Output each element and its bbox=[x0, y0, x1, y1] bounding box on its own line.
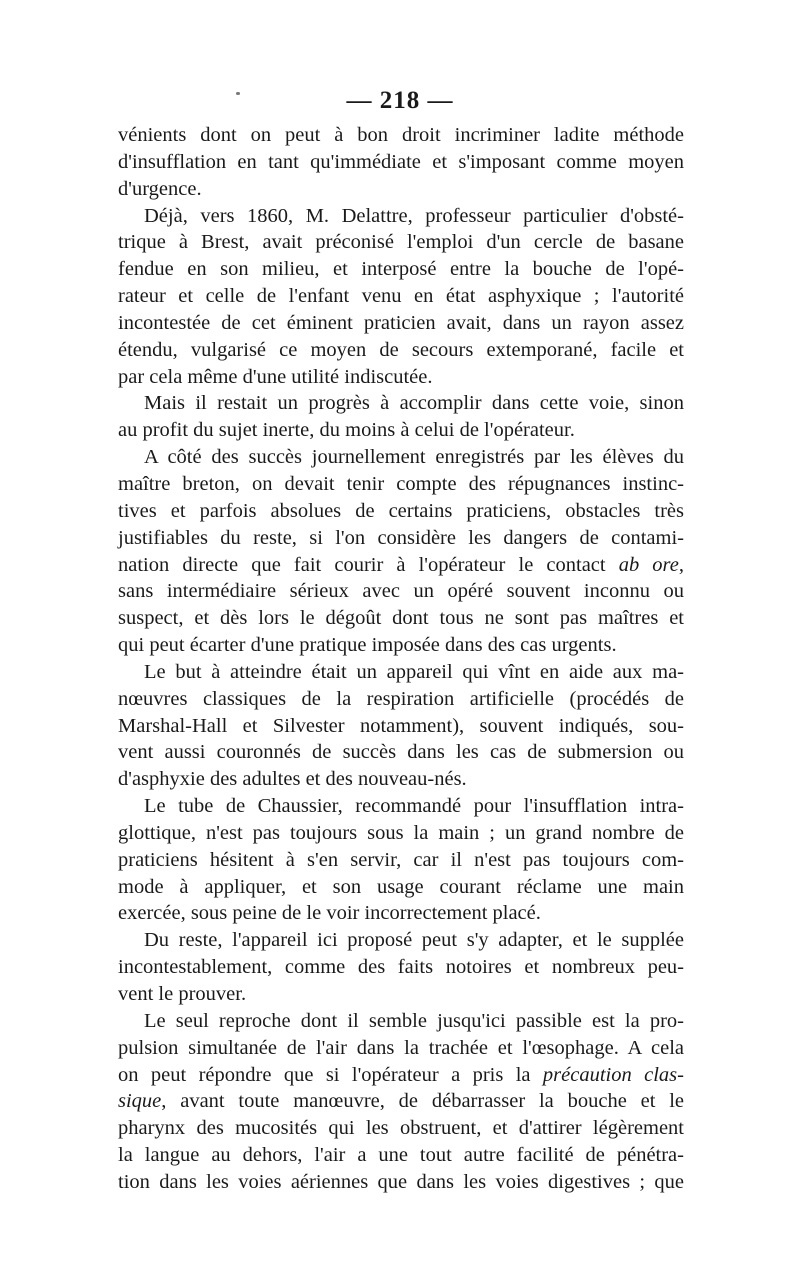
text-line: incontestée de cet éminent praticien avait, dans un rayon assez bbox=[118, 311, 684, 334]
text-line: praticiens hésitent à s'en servir, car il n'est pas toujours com- bbox=[118, 848, 684, 871]
text-line: tion dans les voies aériennes que dans les voies digestives ; que bbox=[118, 1170, 684, 1193]
text-line: fendue en son milieu, et interposé entre la bouche de l'opé- bbox=[118, 258, 684, 281]
text-line: pharynx des mucosités qui les obstruent, et d'attirer légèrement bbox=[118, 1117, 684, 1140]
text-line bbox=[118, 1062, 684, 1089]
text-line: vent aussi couronnés de succès dans les cas de submersion ou bbox=[118, 741, 684, 764]
text-line: Marshal-Hall et Silvester notamment), souvent indiqués, sou- bbox=[118, 714, 684, 737]
text-line: pulsion simultanée de l'air dans la trachée et l'œsophage. A cela bbox=[118, 1036, 684, 1059]
text-line: étendu, vulgarisé ce moyen de secours extemporané, facile et bbox=[118, 338, 684, 361]
text-line: au profit du sujet inerte, du moins à celui de l'opérateur. bbox=[118, 419, 575, 442]
text-line: Du reste, l'appareil ici proposé peut s'y adapter, et le supplée bbox=[144, 929, 684, 952]
body-text bbox=[118, 122, 684, 1196]
text-line: vénients dont on peut à bon droit incriminer ladite méthode bbox=[118, 124, 684, 146]
italic-phrase: ab ore bbox=[618, 553, 679, 576]
text-line: suspect, et dès lors le dégoût dont tous ne sont pas maîtres et bbox=[118, 607, 684, 630]
text-line: la langue au dehors, l'air a une tout autre facilité de pénétra- bbox=[118, 1144, 684, 1167]
page-number: — 218 — bbox=[346, 87, 454, 114]
text-segment: on peut répondre que si l'opérateur a pris la bbox=[118, 1063, 543, 1086]
text-line: qui peut écarter d'une pratique imposée dans des cas urgents. bbox=[118, 634, 617, 657]
text-line: Le but à atteindre était un appareil qui vînt en aide aux ma- bbox=[144, 660, 684, 683]
text-segment: nation directe que fait courir à l'opérateur le contact bbox=[118, 553, 619, 576]
text-line: sans intermédiaire sérieux avec un opéré souvent inconnu ou bbox=[118, 580, 684, 603]
italic-phrase: précaution clas- bbox=[542, 1063, 684, 1086]
text-line: trique à Brest, avait préconisé l'emploi d'un cercle de basane bbox=[118, 231, 684, 254]
text-line: d'urgence. bbox=[118, 177, 202, 200]
text-line: nœuvres classiques de la respiration artificielle (procédés de bbox=[118, 687, 684, 710]
text-line: incontestablement, comme des faits notoires et nombreux peu- bbox=[118, 956, 684, 979]
text-line: maître breton, on devait tenir compte des répugnances instinc- bbox=[118, 472, 684, 495]
text-segment: , avant toute manœuvre, de débarrasser la bouche et le bbox=[161, 1090, 684, 1113]
italic-phrase: sique bbox=[118, 1090, 162, 1113]
text-line: tives et parfois absolues de certains praticiens, obstacles très bbox=[118, 499, 684, 522]
text-line: rateur et celle de l'enfant venu en état asphyxique ; l'autorité bbox=[118, 285, 684, 308]
text-line: vent le prouver. bbox=[118, 983, 247, 1005]
text-line: par cela même d'une utilité indiscutée. bbox=[118, 365, 433, 388]
text-line: exercée, sous peine de le voir incorrectement placé. bbox=[118, 902, 541, 925]
text-line: Déjà, vers 1860, M. Delattre, professeur particulier d'obsté- bbox=[144, 204, 684, 227]
text-line: glottique, n'est pas toujours sous la main ; un grand nombre de bbox=[118, 821, 684, 844]
text-line: justifiables du reste, si l'on considère les dangers de contami- bbox=[118, 526, 684, 549]
text-line: d'insufflation en tant qu'immédiate et s'imposant comme moyen bbox=[118, 150, 684, 173]
text-line: mode à appliquer, et son usage courant réclame une main bbox=[118, 875, 684, 898]
text-line bbox=[118, 552, 684, 579]
text-line bbox=[118, 1088, 684, 1115]
text-line: Le tube de Chaussier, recommandé pour l'insufflation intra- bbox=[144, 795, 684, 818]
text-line: d'asphyxie des adultes et des nouveau-nés. bbox=[118, 768, 467, 791]
text-line: A côté des succès journellement enregistrés par les élèves du bbox=[144, 446, 684, 469]
text-line: Mais il restait un progrès à accomplir dans cette voie, sinon bbox=[144, 392, 684, 415]
text-segment: , bbox=[678, 553, 685, 576]
text-line: Le seul reproche dont il semble jusqu'ici passible est la pro- bbox=[144, 1009, 684, 1032]
